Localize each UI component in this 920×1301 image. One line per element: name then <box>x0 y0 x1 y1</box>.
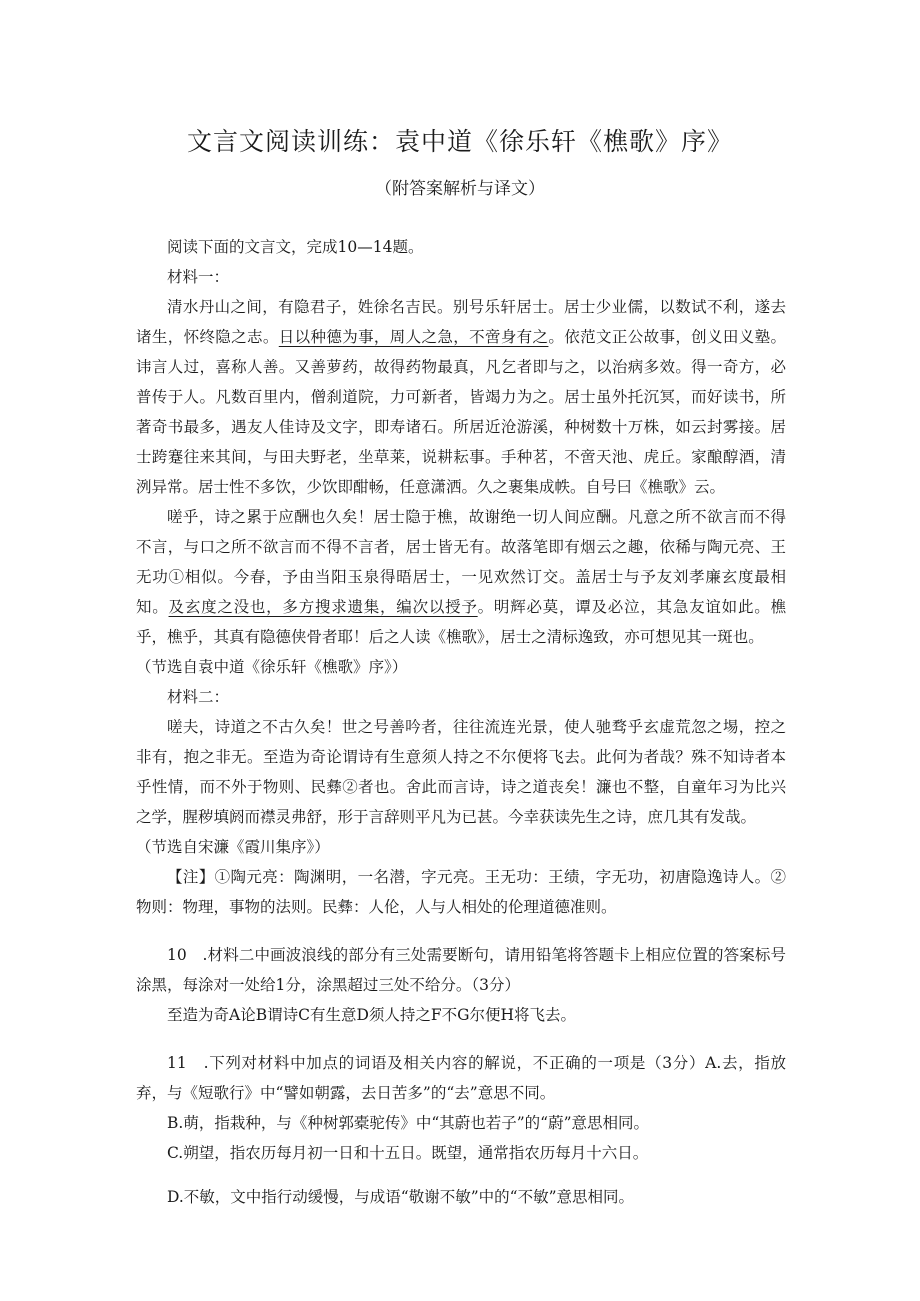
material1-paragraph-1 <box>136 292 786 502</box>
intro-text: 阅读下面的文言文，完成10—14题。 <box>167 238 424 256</box>
annotation-note: 【注】①陶元亮：陶渊明，一名潜，字元亮。王无功：王绩，字无功，初唐隐逸诗人。②物则：物理，事物的法则。民彝：人伦，人与人相处的伦理道德准则。 <box>136 868 786 916</box>
material1-label: 材料一： <box>167 268 230 286</box>
m1-p1-text-a: 清水丹山之间，有隐君子，姓徐名吉民。别号乐轩居士。居士少业儒，以数试不利，遂去诸生，怀终隐之志。 <box>136 298 786 346</box>
material1-source: （节选自袁中道《徐乐轩《樵歌》序》） <box>136 658 408 676</box>
question-11-option-c: C.朔望，指农历每月初一日和十五日。既望，通常指农历每月十六日。 <box>167 1144 649 1162</box>
question-11-option-b: B.萌，指栽种，与《种树郭橐驼传》中“其蔚也若子”的“蔚”意思相同。 <box>167 1114 650 1132</box>
m1-p1-text-b: 。依范文正公故事，创义田义塾。讳言人过，喜称人善。又善萝药，故得药物最真，凡乞者即与之，以治病多效。得一奇方，必普传于人。凡数百里内，僧刹道院，力可新者，皆竭力为之。居士虽外托沉冥，而好读书，所著奇书最多，遇友人佳诗及文字，即寿诸石。所居近沧游溪，种树数十万株，如云封雾接。居士跨蹇往来其间，与田夫野老，坐草莱，说耕耘事。手种茗，不啻天池、虎丘。家酿醇酒，清洌异常。居士性不多饮，少饮即酣畅，任意潇洒。久之裹集成帙。自号曰《樵歌》云。 <box>136 328 786 496</box>
m1-p2-text-a: 嗟乎，诗之累于应酬也久矣！居士隐于樵，故谢绝一切人间应酬。凡意之所不欲言而不得不言，与口之所不欲言而不得不言者，居士皆无有。故落笔即有烟云之趣，依稀与陶元亮、王无功①相似。今春，予由当阳玉泉得晤居士，一见欢然订交。盖居士与予友刘孝廉玄度最相知。 <box>136 508 786 616</box>
question-11-option-d: D.不敏，文中指行动缓慢，与成语“敬谢不敏”中的“不敏”意思相同。 <box>167 1188 635 1206</box>
page-title: 文言文阅读训练：袁中道《徐乐轩《樵歌》序》 <box>186 127 733 156</box>
m1-p2-underlined: 及玄度之没也，多方搜求遗集，编次以授予 <box>168 598 478 616</box>
material2-label: 材料二： <box>167 688 230 706</box>
material1-paragraph-2 <box>136 502 786 652</box>
page-subtitle: （附答案解析与译文） <box>375 179 545 199</box>
material2-source: （节选自宋濂《霞川集序》） <box>136 838 330 856</box>
m1-p1-underlined: 日以种德为事，周人之急，不啻身有之 <box>278 328 549 346</box>
question-11: 11 .下列对材料中加点的词语及相关内容的解说，不正确的一项是（3分）A.去，指放弃，与《短歌行》中“譬如朝露，去日苦多”的“去”意思不同。 <box>136 1054 786 1102</box>
document-body <box>136 232 786 1212</box>
question-10: 10 .材料二中画波浪线的部分有三处需要断句，请用铅笔将答题卡上相应位置的答案标号涂黑，每涂对一处给1分，涂黑超过三处不给分。（3分） <box>136 946 786 994</box>
question-10-line: 至造为奇A论B谓诗C有生意D须人持之F不G尔便H将飞去。 <box>167 1006 577 1024</box>
material2-paragraph: 嗟夫，诗道之不古久矣！世之号善吟者，往往流连光景，使人驰骛乎玄虚荒忽之埸，控之非有，抱之非无。至造为奇论谓诗有生意须人持之不尔便将飞去。此何为者哉？殊不知诗者本乎性情，而不外于物则、民彝②者也。舍此而言诗，诗之道丧矣！濂也不整，自童年习为比兴之学，腥秽填阏而襟灵弗舒，形于言辞则平凡为已甚。今幸获读先生之诗，庶几其有发哉。 <box>136 718 786 826</box>
m1-p2-text-b: 。明辉必莫，谭及必泣，其急友谊如此。樵乎，樵乎，其真有隐德侠骨者耶！后之人读《樵歌》，居士之清标逸致，亦可想见其一斑也。 <box>136 598 786 646</box>
